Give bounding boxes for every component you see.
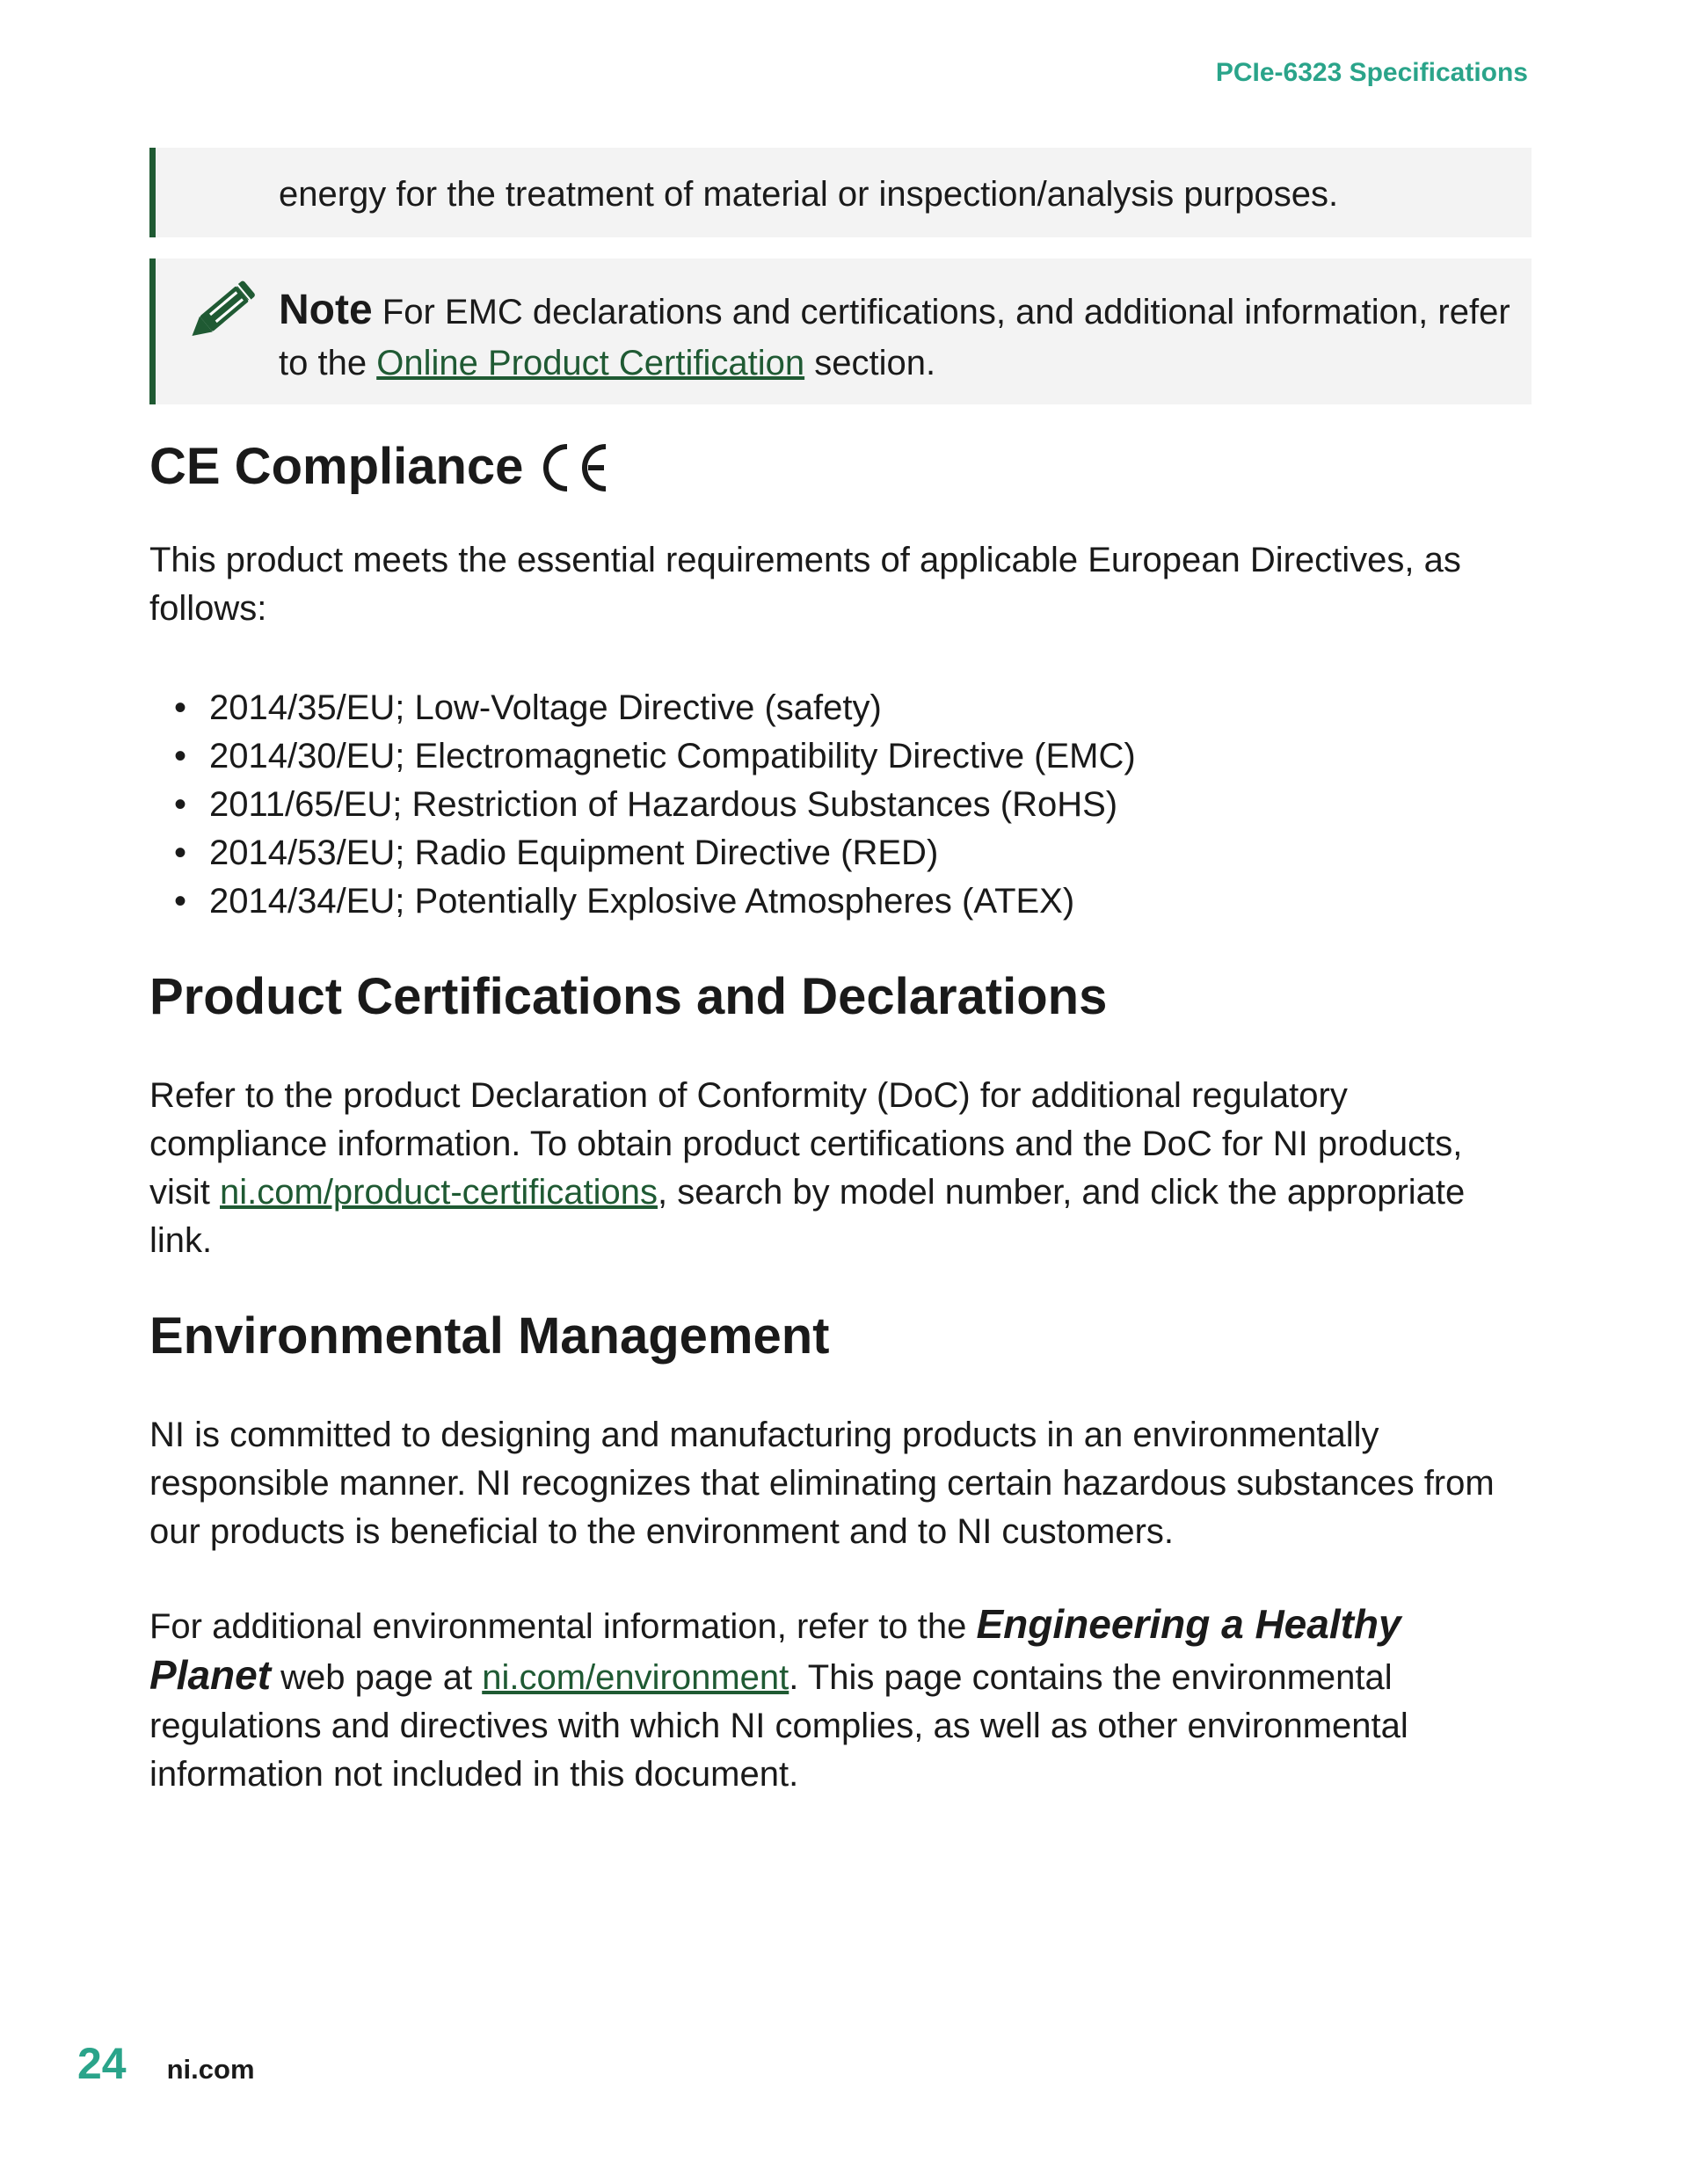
ce-intro-paragraph: This product meets the essential requirements of applicable European Directives, as follows: [149,541,1461,628]
page-content [149,148,1532,1799]
certifications-heading: Product Certifications and Declarations [149,968,1108,1025]
directives-list [149,684,1532,926]
list-item [149,829,1532,877]
bullet-icon: • [174,737,187,775]
env-text-before: For additional environmental information, refer to the [149,1607,977,1646]
note-label: Note [279,287,373,333]
environment-link[interactable]: ni.com/environment [482,1658,789,1697]
running-header-title: PCIe-6323 Specifications [1215,58,1528,87]
directive-text: 2014/30/EU; Electromagnetic Compatibility Directive (EMC) [209,737,1136,775]
env-text-middle: web page at [271,1658,483,1697]
certifications-text-after: , search by model number, and click the appropriate link. [149,1173,1466,1260]
list-item [149,877,1532,926]
directive-text: 2011/65/EU; Restriction of Hazardous Substances (RoHS) [209,785,1118,824]
bullet-icon: • [174,785,187,824]
list-item [149,781,1532,829]
ce-heading-text: CE Compliance [149,438,524,495]
note-callout [149,258,1532,404]
product-certifications-link[interactable]: ni.com/product-certifications [220,1173,658,1212]
environmental-paragraph-2 [149,1600,1532,1799]
certifications-paragraph [149,1072,1532,1265]
pencil-icon [175,267,266,359]
list-item [149,732,1532,781]
environmental-paragraph-1: NI is committed to designing and manufacturing products in an environmentally responsible manner. NI recognizes that eliminating certain hazardous substances from our products is beneficial to the environment and to NI customers. [149,1416,1495,1551]
page-number: 24 [77,2039,127,2088]
list-item [149,684,1532,732]
ce-mark-icon [535,440,615,494]
bullet-icon: • [174,882,187,921]
bullet-icon: • [174,688,187,727]
note-text-after: section. [804,344,936,382]
bullet-icon: • [174,834,187,872]
directive-text: 2014/35/EU; Low-Voltage Directive (safety) [209,688,882,727]
certifications-text-before: Refer to the product Declaration of Conformity (DoC) for additional regulatory compliance information. To obtain product certifications and the DoC for NI products, visit [149,1076,1463,1212]
note-text-before: For EMC declarations and certifications, and additional information, refer to the [279,293,1510,382]
engineering-healthy-planet-title: Engineering a Healthy Planet [149,1601,1401,1698]
environmental-heading: Environmental Management [149,1307,830,1365]
ce-compliance-heading [149,436,1532,498]
footer-site: ni.com [166,2054,255,2085]
callout-continued-text: energy for the treatment of material or inspection/analysis purposes. [279,175,1339,214]
page-footer [77,2038,255,2089]
continued-callout [149,148,1532,237]
online-product-certification-link[interactable]: Online Product Certification [376,344,805,382]
directive-text: 2014/34/EU; Potentially Explosive Atmospheres (ATEX) [209,882,1075,921]
env-text-after: . This page contains the environmental regulations and directives with which NI complies, as well as other environmental information not included in this document. [149,1658,1408,1794]
directive-text: 2014/53/EU; Radio Equipment Directive (RED) [209,834,939,872]
